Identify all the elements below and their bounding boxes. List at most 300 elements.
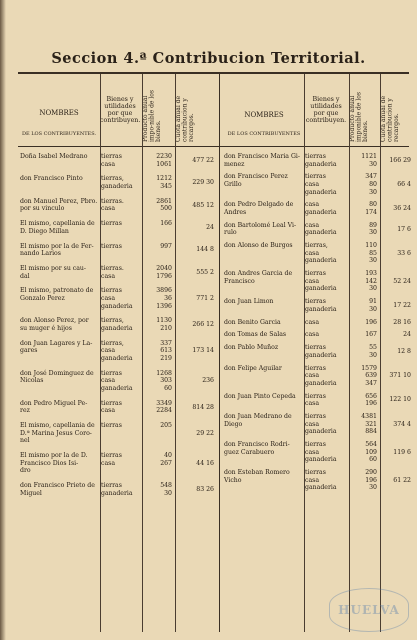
asset-type: ganaderia (305, 484, 337, 492)
right-annual-quota: 17 22 (393, 301, 411, 309)
right-contributor-name (224, 469, 290, 484)
asset-type: tierras. (101, 265, 124, 272)
header-bottom-rule (18, 146, 409, 147)
left-contributor-name (20, 482, 95, 497)
asset-type: tierras (305, 441, 326, 448)
left-asset-types (101, 220, 122, 228)
name-line: Francisco (224, 277, 255, 285)
left-contributor-name (20, 175, 83, 183)
name-line: don Pablo Muñoz (224, 344, 279, 352)
stamp-text: HUELVA (338, 603, 400, 617)
product-value: 337 (160, 339, 172, 347)
product-value: 613 (160, 347, 172, 355)
name-line: El mismo por su cau- (20, 265, 87, 272)
name-line: Andres (224, 208, 247, 216)
asset-type: tierras, (101, 317, 124, 325)
name-line: El mismo, patronato de (20, 287, 94, 295)
left-annual-quota: 477 22 (192, 156, 214, 164)
name-line: dal (20, 272, 30, 280)
name-line: Doña Isabel Medrano (20, 153, 88, 160)
asset-type: tierras (305, 298, 326, 306)
product-value: 89 (369, 221, 377, 229)
left-contributor-name (20, 243, 94, 258)
top-rule (18, 72, 409, 74)
asset-type: casa (305, 476, 320, 484)
left-asset-types (101, 175, 133, 190)
asset-type: ganaderia (305, 305, 337, 313)
right-header-cuota: Cuota anual de contribucion y recargos. (380, 95, 400, 142)
left-taxable-product (143, 243, 172, 251)
name-line: nel (20, 437, 30, 445)
product-value: 167 (365, 331, 377, 339)
right-contributor-name (224, 222, 296, 237)
product-value: 1130 (156, 317, 172, 325)
page-title: Seccion 4.ª Contribucion Territorial. (51, 50, 366, 67)
name-line: El mismo, capellania de (20, 220, 95, 228)
product-value: 142 (365, 277, 377, 285)
name-line: Nicolas (20, 377, 44, 385)
right-taxable-product (350, 344, 377, 359)
name-line: rulo (224, 229, 237, 237)
right-asset-types (305, 201, 337, 216)
asset-type: casa (305, 318, 320, 326)
right-contributor-name (224, 298, 273, 306)
left-asset-types (101, 243, 122, 251)
name-line: don Manuel Perez, Pbro. (20, 197, 98, 205)
right-taxable-product (350, 469, 377, 492)
right-contributor-name (224, 413, 292, 428)
name-line: nando Larios (20, 250, 61, 258)
product-value: 303 (160, 377, 172, 385)
left-header-bienes: Bienes y utilidades por que contribuyen. (100, 96, 141, 124)
left-header-contribuyentes: DE LOS CONTRIBUYENTES. (21, 131, 97, 137)
asset-type: ganaderia (101, 324, 133, 332)
asset-type: tierras (101, 482, 122, 490)
name-line: don Francisco Perez (224, 173, 288, 181)
asset-type: tierras (305, 344, 326, 352)
name-line: don Andres Garcia de (224, 270, 293, 278)
left-asset-types (101, 153, 122, 168)
left-annual-quota: 44 16 (196, 459, 214, 467)
right-contributor-name (224, 344, 278, 352)
product-value: 656 (365, 392, 377, 400)
right-contributor-name (224, 441, 290, 456)
right-asset-types (305, 222, 337, 237)
asset-type: ganaderia (101, 489, 133, 497)
right-asset-types (305, 173, 337, 196)
library-stamp (329, 588, 409, 632)
product-value: 1061 (156, 160, 172, 168)
left-contributor-name (20, 317, 89, 332)
left-asset-types (101, 317, 133, 332)
product-value: 91 (369, 298, 377, 306)
product-value: 55 (369, 344, 377, 352)
product-value: 2230 (156, 153, 172, 160)
product-value: 166 (160, 220, 172, 228)
left-asset-types (101, 340, 133, 363)
right-asset-types (305, 413, 337, 436)
right-taxable-product (350, 298, 377, 313)
right-asset-types (305, 319, 319, 327)
name-line: don Pedro Miguel Pe- (20, 399, 88, 407)
right-header-bienes: Bienes y utilidades por que contribuyen. (305, 96, 347, 124)
name-line: por su vinculo (20, 205, 65, 213)
asset-type: casa (101, 377, 116, 385)
left-taxable-product (143, 482, 172, 497)
product-value: 1268 (156, 369, 172, 377)
page-binding-shadow (0, 0, 6, 640)
right-annual-quota: 66 4 (397, 180, 411, 188)
right-annual-quota: 12 8 (397, 347, 411, 355)
left-contributor-name (20, 287, 93, 302)
asset-type: tierras (101, 399, 122, 407)
right-taxable-product (350, 173, 377, 196)
right-contributor-name (224, 201, 293, 216)
product-value: 60 (164, 384, 172, 392)
name-line: Grillo (224, 180, 242, 188)
product-value: 174 (365, 208, 377, 216)
asset-type: casa (101, 459, 116, 467)
product-value: 321 (365, 420, 377, 428)
asset-type: casa (305, 201, 320, 209)
name-line: Miguel (20, 489, 42, 497)
asset-type: casa (101, 205, 116, 213)
asset-type: casa (305, 372, 320, 380)
right-taxable-product (350, 270, 377, 293)
right-taxable-product (350, 222, 377, 237)
asset-type: casa (305, 249, 320, 257)
product-value: 30 (369, 484, 377, 492)
product-value: 109 (365, 448, 377, 456)
product-value: 345 (160, 182, 172, 190)
left-taxable-product (143, 265, 172, 280)
asset-type: tierras (305, 173, 326, 181)
right-header-nombres: NOMBRES (244, 111, 284, 119)
product-value: 2284 (156, 407, 172, 415)
product-value: 80 (369, 201, 377, 209)
asset-type: ganaderia (305, 229, 337, 237)
asset-type: casa (101, 160, 116, 168)
name-line: El mismo por la de D. (20, 452, 88, 460)
product-value: 30 (369, 351, 377, 359)
product-value: 196 (365, 318, 377, 326)
name-line: don José Dominguez de (20, 369, 94, 377)
name-line: Vicho (224, 476, 242, 484)
left-asset-types (101, 198, 124, 213)
left-taxable-product (143, 422, 172, 430)
asset-type: casa (101, 347, 116, 355)
right-annual-quota: 119 6 (393, 448, 411, 456)
name-line: Francisco Dios Isi- (20, 459, 79, 467)
name-line: don Juan Medrano de (224, 413, 292, 420)
asset-type: tierras (305, 413, 326, 420)
left-annual-quota: 485 12 (192, 201, 214, 209)
right-annual-quota: 166 29 (389, 156, 411, 164)
right-asset-types (305, 344, 337, 359)
name-line: don Francisco Rodri- (224, 441, 290, 448)
asset-type: tierras (101, 287, 122, 295)
left-taxable-product (143, 220, 172, 228)
product-value: 36 (164, 294, 172, 302)
right-asset-types (305, 298, 337, 313)
name-line: don Bartolomé Leal Vi- (224, 221, 297, 229)
product-value: 3349 (156, 399, 172, 407)
asset-type: casa (305, 180, 320, 188)
name-line: rez (20, 407, 30, 415)
left-taxable-product (143, 175, 172, 190)
asset-type: tierras (101, 452, 122, 460)
name-line: don Francisco Prieto de (20, 482, 95, 490)
right-contributor-name (224, 153, 300, 168)
product-value: 210 (160, 324, 172, 332)
asset-type: casa (305, 420, 320, 428)
left-annual-quota: 29 22 (196, 429, 214, 437)
right-taxable-product (350, 441, 377, 464)
asset-type: casa (101, 407, 116, 415)
product-value: 40 (164, 452, 172, 460)
product-value: 548 (160, 482, 172, 490)
left-taxable-product (143, 370, 172, 393)
product-value: 193 (365, 270, 377, 278)
product-value: 110 (365, 242, 377, 250)
asset-type: tierras (305, 392, 326, 400)
asset-type: ganaderia (101, 302, 133, 310)
name-line: don Benito Garcia (224, 318, 281, 326)
product-value: 347 (365, 173, 377, 181)
asset-type: ganaderia (305, 351, 337, 359)
product-value: 219 (160, 354, 172, 362)
name-line: D. Diego Millan (20, 227, 69, 235)
right-contributor-name (224, 270, 292, 285)
product-value: 196 (365, 476, 377, 484)
right-taxable-product (350, 393, 377, 408)
left-annual-quota: 24 (206, 223, 214, 231)
asset-type: ganaderia (101, 354, 133, 362)
right-annual-quota: 61 22 (393, 476, 411, 484)
left-contributor-name (20, 422, 95, 445)
asset-type: casa (305, 221, 320, 229)
right-annual-quota: 122 10 (389, 396, 411, 404)
name-line: su muger é hijos (20, 324, 72, 332)
left-asset-types (101, 482, 133, 497)
left-contributor-name (20, 452, 88, 475)
left-asset-types (101, 370, 133, 393)
left-annual-quota: 236 (202, 377, 214, 385)
product-value: 1212 (156, 175, 172, 183)
right-asset-types (305, 393, 326, 408)
right-asset-types (305, 331, 319, 339)
right-annual-quota: 36 24 (393, 205, 411, 213)
product-value: 30 (369, 160, 377, 168)
name-line: El mismo por la de Fer- (20, 242, 94, 250)
asset-type: casa (305, 400, 320, 408)
right-header-producto: Producto anual imponible de los bienes. (349, 92, 369, 142)
right-asset-types (305, 365, 337, 388)
left-taxable-product (143, 287, 172, 310)
name-line: don Pedro Delgado de (224, 201, 294, 209)
asset-type: ganaderia (305, 379, 337, 387)
product-value: 1121 (361, 153, 377, 160)
right-asset-types (305, 242, 337, 265)
left-annual-quota: 173 14 (192, 347, 214, 355)
right-taxable-product (350, 365, 377, 388)
product-value: 267 (160, 459, 172, 467)
right-header-contribuyentes: DE LOS CONTRIBUYENTES (227, 131, 301, 137)
name-line: don Alonso de Burgos (224, 242, 293, 250)
name-line: don Juan Pinto Cepeda (224, 392, 296, 400)
left-asset-types (101, 287, 133, 310)
right-contributor-name (224, 331, 286, 339)
center-column-divider (219, 72, 220, 632)
product-value: 30 (369, 229, 377, 237)
asset-type: tierras, (101, 339, 124, 347)
product-value: 196 (365, 400, 377, 408)
name-line: don Alonso Perez, por (20, 317, 89, 325)
name-line: El mismo, capellania de (20, 422, 95, 430)
left-annual-quota: 555 2 (196, 268, 214, 276)
left-header-cuota: Cuota anual de contribucion y recargos. (175, 95, 195, 142)
left-annual-quota: 771 2 (196, 294, 214, 302)
name-line: gares (20, 347, 38, 355)
asset-type: ganaderia (305, 428, 337, 436)
left-annual-quota: 144 8 (196, 246, 214, 254)
asset-type: casa (305, 277, 320, 285)
right-taxable-product (350, 331, 377, 339)
asset-type: tierras (101, 422, 122, 430)
asset-type: casa (101, 272, 116, 280)
asset-type: tierras (305, 469, 326, 476)
asset-type: tierras (305, 270, 326, 278)
right-taxable-product (350, 242, 377, 265)
left-taxable-product (143, 400, 172, 415)
right-asset-types (305, 469, 337, 492)
right-annual-quota: 371 10 (389, 372, 411, 380)
asset-type: casa (305, 448, 320, 456)
left-annual-quota: 83 26 (196, 485, 214, 493)
right-annual-quota: 24 (403, 331, 411, 339)
name-line: Gonzalo Perez (20, 294, 65, 302)
product-value: 290 (365, 469, 377, 476)
right-contributor-name (224, 365, 282, 373)
asset-type: tierras, (101, 175, 124, 183)
left-contributor-name (20, 153, 88, 161)
product-value: 884 (365, 428, 377, 436)
right-annual-quota: 374 4 (393, 420, 411, 428)
right-annual-quota: 17 6 (397, 225, 411, 233)
product-value: 1396 (156, 302, 172, 310)
left-taxable-product (143, 198, 172, 213)
right-annual-quota: 28 16 (393, 318, 411, 326)
right-taxable-product (350, 153, 377, 168)
asset-type: ganaderia (305, 208, 337, 216)
asset-type: tierras (305, 153, 326, 160)
left-asset-types (101, 452, 122, 467)
name-line: don Juan Lagares y La- (20, 339, 93, 347)
product-value: 1796 (156, 272, 172, 280)
product-value: 30 (369, 188, 377, 196)
product-value: 30 (369, 285, 377, 293)
right-contributor-name (224, 393, 296, 401)
asset-type: ganaderia (305, 257, 337, 265)
right-asset-types (305, 153, 337, 168)
right-contributor-name (224, 242, 293, 250)
name-line: dro (20, 467, 31, 475)
left-taxable-product (143, 317, 172, 332)
left-taxable-product (143, 153, 172, 168)
asset-type: casa (101, 294, 116, 302)
name-line: Diego (224, 420, 243, 428)
left-contributor-name (20, 340, 92, 355)
product-value: 80 (369, 180, 377, 188)
left-annual-quota: 266 12 (192, 321, 214, 329)
product-value: 3896 (156, 287, 172, 295)
name-line: don Francisco Maria Gi- (224, 153, 300, 160)
product-value: 60 (369, 456, 377, 464)
asset-type: ganaderia (101, 182, 133, 190)
name-line: don Esteban Romero (224, 469, 290, 476)
product-value: 1579 (361, 364, 377, 372)
asset-type: tierras. (101, 197, 124, 205)
left-taxable-product (143, 452, 172, 467)
left-contributor-name (20, 265, 86, 280)
product-value: 85 (369, 249, 377, 257)
asset-type: ganaderia (101, 384, 133, 392)
right-taxable-product (350, 413, 377, 436)
asset-type: ganaderia (305, 188, 337, 196)
asset-type: tierras, (305, 242, 328, 250)
asset-type: ganaderia (305, 456, 337, 464)
product-value: 205 (160, 422, 172, 430)
right-taxable-product (350, 319, 377, 327)
left-asset-types (101, 400, 122, 415)
product-value: 564 (365, 441, 377, 448)
name-line: don Juan Limon (224, 298, 274, 306)
right-contributor-name (224, 319, 281, 327)
asset-type: tierras (101, 220, 122, 228)
product-value: 997 (160, 242, 172, 250)
product-value: 2040 (156, 265, 172, 272)
name-line: don Tomas de Salas (224, 331, 287, 339)
left-annual-quota: 814 28 (192, 403, 214, 411)
product-value: 4381 (361, 413, 377, 420)
product-value: 500 (160, 205, 172, 213)
product-value: 347 (365, 379, 377, 387)
left-header-nombres: NOMBRES (39, 109, 79, 117)
left-asset-types (101, 422, 122, 430)
asset-type: tierras (101, 369, 122, 377)
left-asset-types (101, 265, 124, 280)
product-value: 30 (164, 489, 172, 497)
left-contributor-name (20, 220, 95, 235)
left-taxable-product (143, 340, 172, 363)
asset-type: ganaderia (305, 160, 337, 168)
product-value: 30 (369, 305, 377, 313)
name-line: don Felipe Aguilar (224, 364, 282, 372)
left-header-producto: Producto anual impo-nible de los bienes. (142, 90, 162, 142)
asset-type: tierras (101, 242, 122, 250)
left-contributor-name (20, 370, 94, 385)
left-contributor-name (20, 400, 87, 415)
right-annual-quota: 33 6 (397, 249, 411, 257)
right-taxable-product (350, 201, 377, 216)
asset-type: tierras (305, 364, 326, 372)
name-line: menez (224, 160, 245, 168)
product-value: 2861 (156, 197, 172, 205)
name-line: guez Carabuero (224, 448, 275, 456)
right-annual-quota: 52 24 (393, 277, 411, 285)
right-contributor-name (224, 173, 288, 188)
asset-type: ganaderia (305, 285, 337, 293)
